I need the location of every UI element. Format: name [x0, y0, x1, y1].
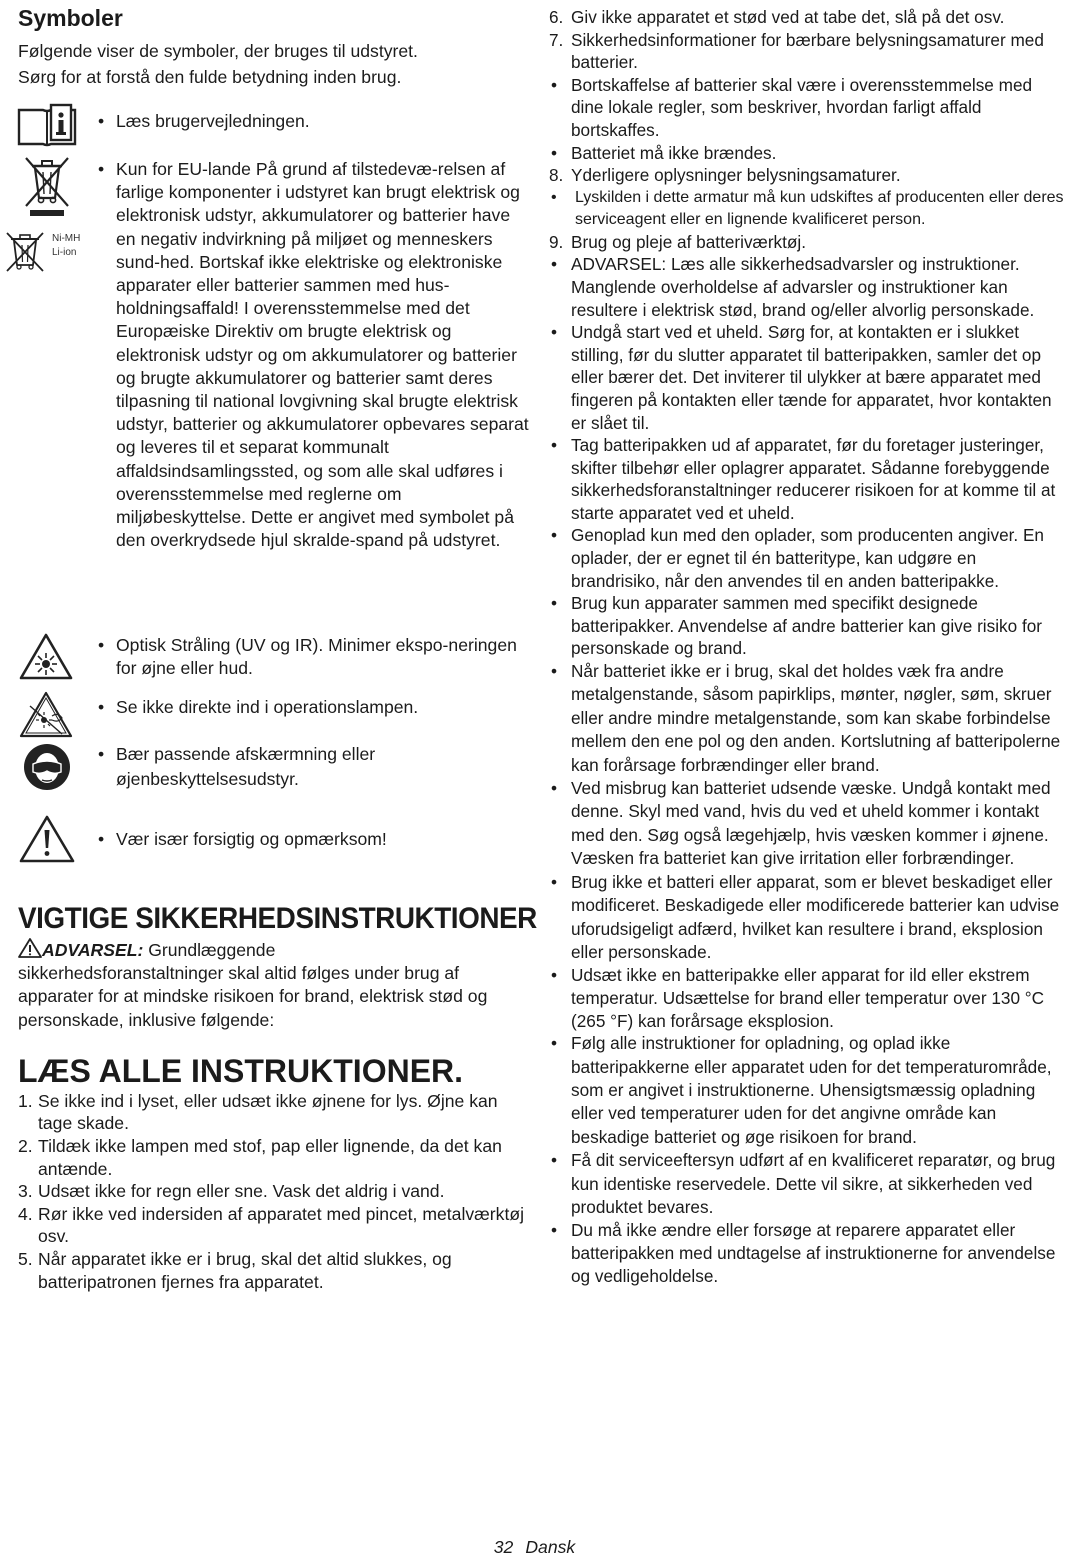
symbol-row-manual: • Læs brugervejledningen.	[18, 114, 533, 156]
manual-book-icon	[18, 114, 98, 156]
list-item: 3. Udsæt ikke for regn eller sne. Vask det aldrig i vand.	[18, 1181, 445, 1202]
page-footer	[0, 1537, 1069, 1558]
list-item: 4. Rør ikke ved indersiden af apparatet med pincet, metalværktøj osv.	[18, 1203, 524, 1247]
warning-triangle-icon	[18, 812, 98, 872]
eye-protection-icon	[18, 742, 98, 812]
list-item: • Følg alle instruktioner for opladning, og oplad ikke batteripakkerne eller apparatet uden for det temperaturområde, som er angivet i instruktionerne. Uhensigtsmæssig opladning eller ved temperaturer uden for det angivne område kan beskadige batteriet og øge risikoen for brand.	[551, 1033, 1052, 1147]
battery-bin-icon	[4, 229, 48, 275]
warning-inline-icon	[18, 938, 42, 958]
symbol-text-optical: Optisk Stråling (UV og IR). Minimer ekspo-neringen for øjne eller hud.	[116, 635, 517, 679]
symbol-text-weee: Kun for EU-lande På grund af tilstedevæ-relsen af farlige komponenter i udstyret kan brugt elektrisk og elektronisk udstyr, akkumulatorer og batterier have en negativ indvirkning på miljøet og menneskers sund-hed. Bortskaf ikke elektriske og elektroniske apparater eller batterier sammen med hus-holdningsaffald! I overensstemmelse med det Europæiske Direktiv om brugte elektrisk og elektronisk udstyr og om akkumulatorer og batterier og brugte akkumulatorer og batterier samt deres tilpasning til national lovgivning skal brugte elektrisk udstyr, batterier og akkumulatorer opbevares separat og leveres til et separat kommunalt affaldsindsamlingssted, og som alle skal udføres i overensstemmelse med reglerne om miljøbeskyttelse. Dette er angivet med symbolet på den overkrydsede hjul skralde-spand på udstyret.	[116, 159, 529, 551]
list-item: 6. Giv ikke apparatet et stød ved at tabe det, slå på det osv.	[549, 7, 1005, 27]
numbered-list-left	[18, 1090, 533, 1293]
no-stare-lamp-icon	[18, 696, 98, 742]
list-item: 7. Sikkerhedsinformationer for bærbare belysningsamaturer med batterier.	[549, 29, 1044, 73]
warning-text-2: sikkerhedsforanstaltninger skal altid følges under brug af apparater for at mindske risikoen for brand, elektrisk stød og personskade, inklusive følgende:	[18, 963, 488, 1030]
list-item: • Udsæt ikke en batteripakke eller apparat for ild eller ekstrem temperatur. Udsættelse for brand eller temperatur over 130 °C (265 °F) kan forårsage eksplosion.	[551, 965, 1045, 1031]
list-item: • Ved misbrug kan batteriet udsende væske. Undgå kontakt med denne. Skyl med vand, hvis du ved et uheld kommer i kontakt med den. Søg også lægehjælp, hvis væsken kommer i øjnene. Væsken fra batteriet kan give irritation eller forbrændinger.	[551, 778, 1051, 869]
list-item: • Bortskaffelse af batterier skal være i overensstemmelse med dine lokale regler, som beskriver, hvordan farligt affald bortskaffes.	[551, 74, 1033, 140]
list-item: 5. Når apparatet ikke er i brug, skal det altid slukkes, og batteripatronen fjernes fra apparatet.	[18, 1248, 452, 1292]
list-item: • Brug ikke et batteri eller apparat, som er blevet beskadiget eller modificeret. Beskadigede eller modificerede batterier kan udvise uforudsigeligt adfærd, hvilket kan resultere i brand, eksplosion eller personskade.	[551, 871, 1060, 962]
safety-title: VIGTIGE SIKKERHEDSINSTRUKTIONER	[18, 902, 537, 935]
symbols-title: Symboler	[18, 5, 123, 31]
symbol-text-eye-protection: Bær passende afskærmning eller øjenbeskyttelsesudstyr.	[116, 744, 376, 789]
crossed-bin-icon	[18, 158, 98, 614]
page-number: 32	[493, 1537, 514, 1557]
list-item: • ADVARSEL: Læs alle sikkerhedsadvarsler og instruktioner. Manglende overholdelse af advarsler og instruktioner kan resultere i elektrisk stød, brand og/eller alvorlig personskade.	[551, 254, 1035, 320]
symbol-row-weee: Ni-MH Li-ion • Kun for EU-lande På grund af tilstedevæ-relsen af farlige komponenter i udstyret kan brugt elektrisk og elektronisk udstyr, akkumulatorer og batterier have en negativ indvirkning på miljøet og menneskers sund-hed. Bortskaf ikke elektriske og elektroniske apparater eller batterier sammen med hus-holdningsaffald! I overensstemmelse med det Europæiske Direktiv om brugte elektrisk og elektronisk udstyr og om akkumulatorer og batterier og brugte akkumulatorer og batterier samt deres tilpasning til national lovgivning skal brugte elektrisk udstyr, batterier og akkumulatorer opbevares separat og leveres til et separat kommunalt affaldsindsamlingssted, og som alle skal udføres i overensstemmelse med reglerne om miljøbeskyttelse. Dette er angivet med symbolet på den overkrydsede hjul skralde-spand på udstyret.	[18, 158, 533, 614]
symbol-text-warning: Vær især forsigtig og opmærksom!	[116, 829, 387, 849]
battery-type-label-liion: Li-ion	[52, 247, 77, 258]
symbol-row-optical: • Optisk Stråling (UV og IR). Minimer ekspo-neringen for øjne eller hud.	[18, 634, 533, 686]
optical-radiation-icon	[18, 634, 98, 686]
warning-text-1: Grundlæggende	[143, 940, 276, 960]
warning-label: ADVARSEL:	[42, 940, 144, 960]
list-item: • Genoplad kun med den oplader, som producenten angiver. En oplader, der er egnet til én batteritype, kan udgøre en brandrisiko, når den anvendes til en anden batteripakke.	[551, 525, 1044, 591]
left-column	[18, 4, 537, 1293]
symbols-intro-1: Følgende viser de symboler, der bruges til udstyret.	[18, 41, 418, 61]
symbols-intro-2: Sørg for at forstå den fulde betydning inden brug.	[18, 67, 402, 87]
list-item: • Batteriet må ikke brændes.	[551, 142, 777, 163]
list-item: • Brug kun apparater sammen med specifikt designede batteripakker. Anvendelse af andre batterier kan give risiko for personskade og brand.	[551, 593, 1043, 659]
list-item: • Tag batteripakken ud af apparatet, før du foretager justeringer, skifter tilbehør eller oplagrer apparatet. Sådanne forebyggende sikkerhedsforanstaltninger reducerer risikoen for at komme til at starte apparatet ved et uheld.	[551, 435, 1056, 523]
symbol-row-lamp: • Se ikke direkte ind i operationslampen.	[18, 696, 533, 742]
battery-type-label-nimh: Ni-MH	[52, 233, 81, 244]
symbol-row-eye-protection: • Bær passende afskærmning eller øjenbeskyttelsesudstyr.	[18, 742, 533, 812]
right-column	[549, 6, 1064, 1287]
list-item: • Du må ikke ændre eller forsøge at reparere apparatet eller batteripakken med undtagelse af instruktionerne for anvendelse og vedligeholdelse.	[551, 1220, 1056, 1286]
symbol-text-manual: Læs brugervejledningen.	[116, 111, 310, 131]
list-item: • Undgå start ved et uheld. Sørg for, at kontakten er i slukket stilling, før du slutter apparatet til batteripakken, samler det op eller bærer det. Det inviterer til ulykker at bære apparatet med fingeren på kontakten eller tænde for apparatet, hvor kontakten er slået til.	[551, 322, 1052, 433]
list-item: • Få dit serviceeftersyn udført af en kvalificeret reparatør, og brug kun identiske reservedele. Dette vil sikre, at sikkerheden ved produktet bevares.	[551, 1150, 1056, 1217]
read-all-heading: LÆS ALLE INSTRUKTIONER.	[18, 1052, 464, 1089]
symbol-text-lamp: Se ikke direkte ind i operationslampen.	[116, 697, 419, 717]
list-item: • Når batteriet ikke er i brug, skal det holdes væk fra andre metalgenstande, såsom papirklips, mønter, nøgler, søm, skruer eller andre mindre metalgenstande, som kan skabe forbindelse mellem den ene pol og den anden. Kortslutning af batteripolerne kan forårsage forbrændinger eller brand.	[551, 661, 1061, 775]
warning-paragraph	[18, 938, 533, 1032]
symbol-row-warning: • Vær især forsigtig og opmærksom!	[18, 812, 533, 872]
list-item: 9. Brug og pleje af batteriværktøj.	[549, 231, 807, 252]
list-item: 8. Yderligere oplysninger belysningsamaturer.	[549, 165, 901, 186]
list-item: • Lyskilden i dette armatur må kun udskiftes af producenten eller deres serviceagent eller en lignende kvalificeret person.	[551, 188, 1064, 228]
list-item: 1. Se ikke ind i lyset, eller udsæt ikke øjnene for lys. Øjne kan tage skade.	[18, 1090, 498, 1134]
page-language: Dansk	[525, 1537, 576, 1557]
list-item: 2. Tildæk ikke lampen med stof, pap eller lignende, da det kan antænde.	[18, 1136, 502, 1179]
